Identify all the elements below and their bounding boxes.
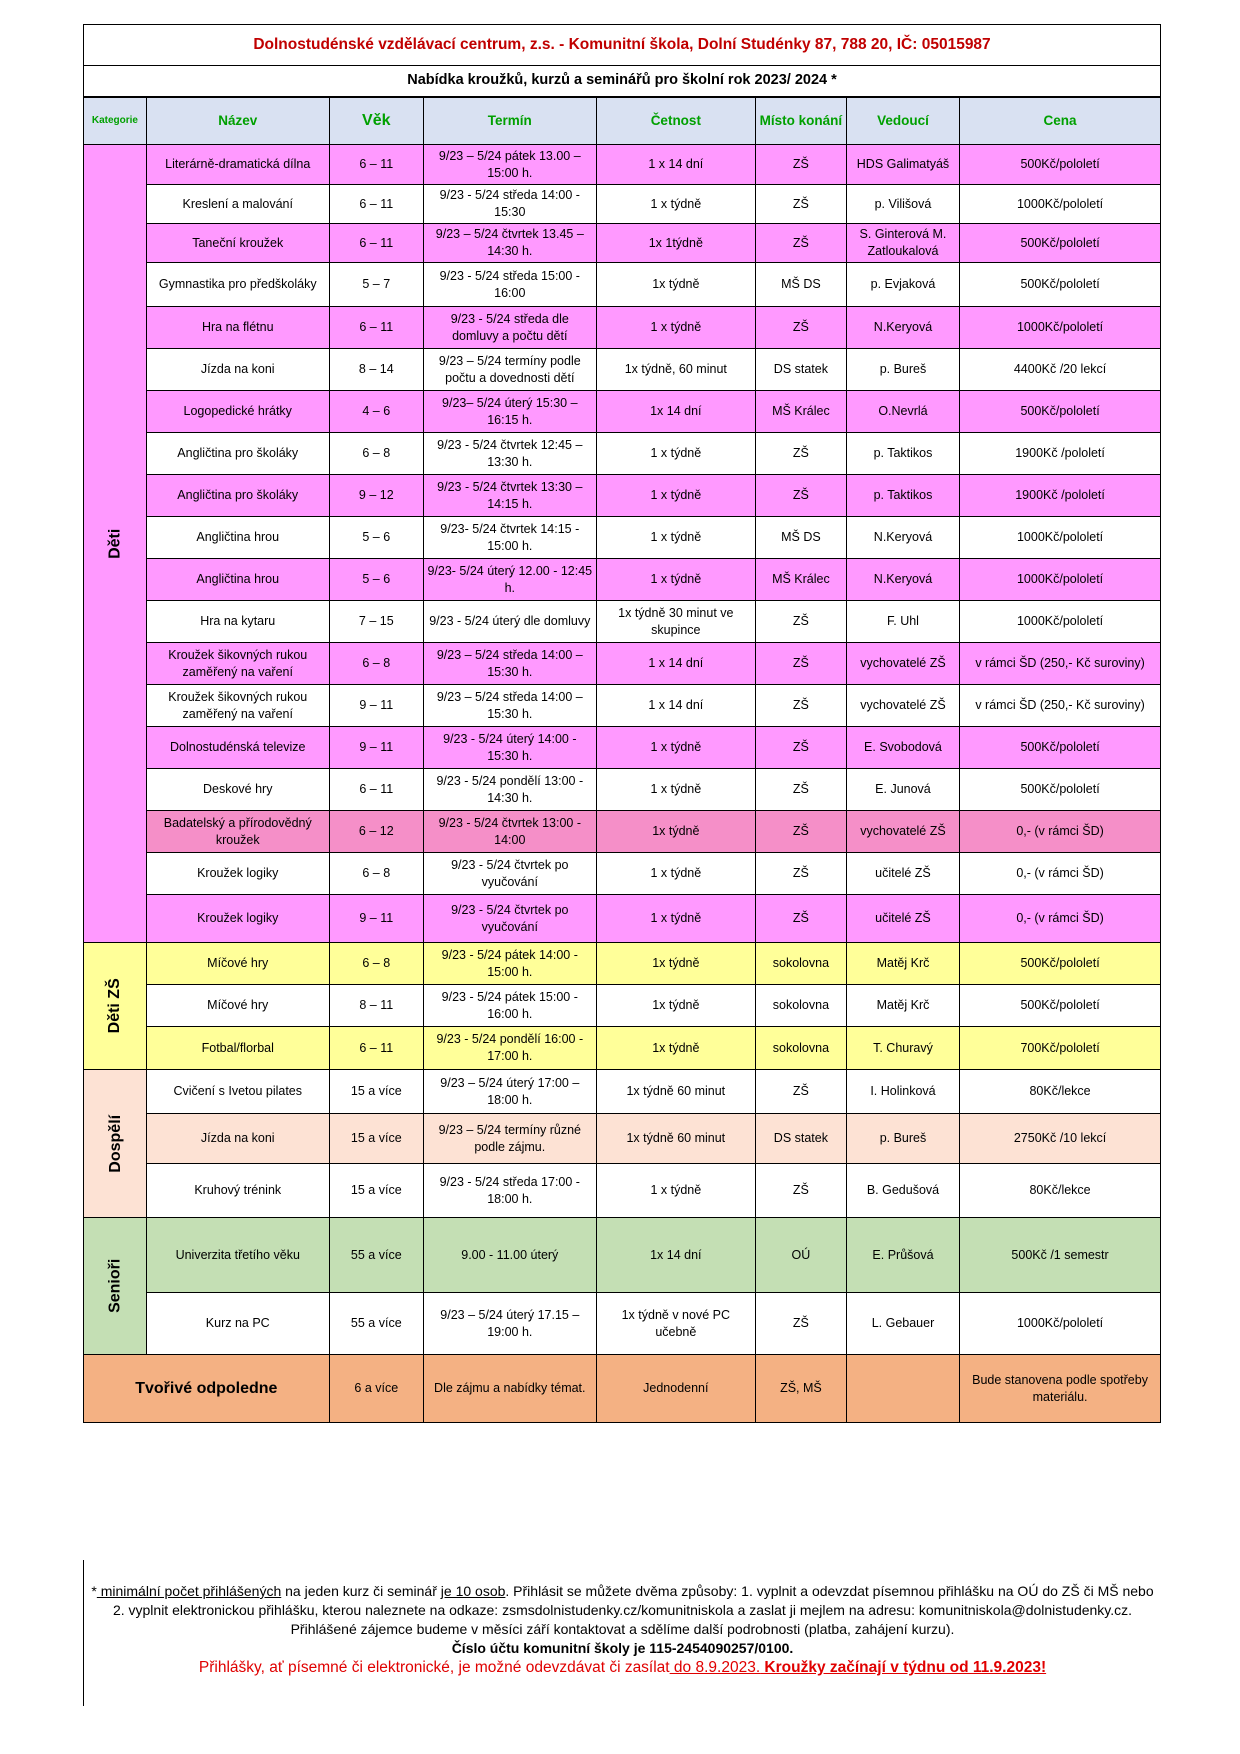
course-price: 700Kč/pololetí <box>960 1027 1161 1070</box>
table-row <box>84 391 1161 433</box>
organization-header: Dolnostudénské vzdělávací centrum, z.s. - Komunitní škola, Dolní Studénky 87, 788 20, IČ: 05015987 <box>83 24 1161 66</box>
course-leader: F. Uhl <box>846 601 959 643</box>
course-age: 9 – 11 <box>329 685 423 727</box>
course-name: Dolnostudénská televize <box>146 727 329 769</box>
course-name: Literárně-dramatická dílna <box>146 145 329 185</box>
course-name: Kroužek šikovných rukou zaměřený na vaření <box>146 685 329 727</box>
course-frequency: 1x týdně v nové PC učebně <box>596 1293 755 1355</box>
category-label: Senioři <box>106 1258 124 1314</box>
course-term: 9/23 – 5/24 čtvrtek 13.45 – 14:30 h. <box>423 224 596 263</box>
course-place: ZŠ <box>755 811 846 853</box>
course-frequency: 1 x týdně <box>596 475 755 517</box>
tvorive-place: ZŠ, MŠ <box>755 1355 846 1423</box>
category-label: Dospělí <box>107 1114 125 1173</box>
course-age: 55 a více <box>329 1218 423 1293</box>
course-price: 80Kč/lekce <box>960 1164 1161 1218</box>
course-term: 9/23 - 5/24 úterý 14:00 - 15:30 h. <box>423 727 596 769</box>
course-term: 9.00 - 11.00 úterý <box>423 1218 596 1293</box>
course-frequency: 1x týdně <box>596 943 755 985</box>
course-age: 6 – 8 <box>329 853 423 895</box>
course-term: 9/23 - 5/24 pátek 14:00 - 15:00 h. <box>423 943 596 985</box>
course-leader: učitelé ZŠ <box>846 895 959 943</box>
course-leader: vychovatelé ZŠ <box>846 685 959 727</box>
course-price: 2750Kč /10 lekcí <box>960 1114 1161 1164</box>
course-age: 6 – 12 <box>329 811 423 853</box>
course-price: 1000Kč/pololetí <box>960 1293 1161 1355</box>
course-price: 500Kč/pololetí <box>960 769 1161 811</box>
course-leader: I. Holinková <box>846 1070 959 1114</box>
table-row <box>84 1218 1161 1293</box>
category-label: Děti <box>106 528 124 559</box>
course-frequency: 1x 1týdně <box>596 224 755 263</box>
tvorive-leader <box>846 1355 959 1423</box>
course-name: Univerzita třetího věku <box>146 1218 329 1293</box>
deadline-text: Přihlášky, ať písemné či elektronické, je možné odevzdávat či zasílat <box>198 1659 670 1676</box>
course-price: 0,- (v rámci ŠD) <box>960 811 1161 853</box>
start-date: Kroužky začínají v týdnu od 11.9.2023! <box>760 1659 1047 1676</box>
course-age: 7 – 15 <box>329 601 423 643</box>
course-leader: HDS Galimatyáš <box>846 145 959 185</box>
table-row <box>84 943 1161 985</box>
course-age: 4 – 6 <box>329 391 423 433</box>
course-name: Logopedické hrátky <box>146 391 329 433</box>
course-leader: učitelé ZŠ <box>846 853 959 895</box>
course-leader: T. Churavý <box>846 1027 959 1070</box>
course-term: 9/23 - 5/24 čtvrtek 13:00 - 14:00 <box>423 811 596 853</box>
course-price: 500Kč/pololetí <box>960 391 1161 433</box>
course-name: Kruhový trénink <box>146 1164 329 1218</box>
course-name: Kreslení a malování <box>146 185 329 224</box>
course-place: DS statek <box>755 349 846 391</box>
course-frequency: 1x 14 dní <box>596 1218 755 1293</box>
course-frequency: 1x týdně, 60 minut <box>596 349 755 391</box>
course-name: Hra na kytaru <box>146 601 329 643</box>
footnote-star: * <box>91 1583 97 1599</box>
course-frequency: 1 x 14 dní <box>596 145 755 185</box>
col-header-place: Místo konání <box>755 98 846 145</box>
table-row <box>84 224 1161 263</box>
course-term: 9/23– 5/24 úterý 15:30 – 16:15 h. <box>423 391 596 433</box>
course-frequency: 1 x 14 dní <box>596 643 755 685</box>
course-term: 9/23 - 5/24 pondělí 16:00 - 17:00 h. <box>423 1027 596 1070</box>
course-place: ZŠ <box>755 895 846 943</box>
course-price: v rámci ŠD (250,- Kč suroviny) <box>960 685 1161 727</box>
course-price: 1000Kč/pololetí <box>960 517 1161 559</box>
course-age: 15 a více <box>329 1070 423 1114</box>
table-row <box>84 1114 1161 1164</box>
footnote-minimum: minimální počet přihlášených <box>96 1583 282 1599</box>
course-leader: N.Keryová <box>846 307 959 349</box>
col-header-price: Cena <box>960 98 1161 145</box>
course-frequency: 1 x týdně <box>596 1164 755 1218</box>
table-row <box>84 895 1161 943</box>
course-frequency: 1x týdně 60 minut <box>596 1070 755 1114</box>
course-place: ZŠ <box>755 1070 846 1114</box>
course-term: 9/23 – 5/24 úterý 17:00 – 18:00 h. <box>423 1070 596 1114</box>
deadline-note <box>84 1658 1161 1677</box>
table-row <box>84 307 1161 349</box>
course-term: 9/23- 5/24 úterý 12.00 - 12:45 h. <box>423 559 596 601</box>
footer-note <box>83 1560 1161 1706</box>
course-frequency: 1 x týdně <box>596 895 755 943</box>
offer-sheet <box>83 24 1161 1423</box>
course-age: 15 a více <box>329 1114 423 1164</box>
course-place: MŠ DS <box>755 263 846 307</box>
course-leader: p. Taktikos <box>846 433 959 475</box>
course-name: Jízda na koni <box>146 349 329 391</box>
course-name: Deskové hry <box>146 769 329 811</box>
course-frequency: 1 x týdně <box>596 433 755 475</box>
tvorive-row <box>84 1355 1161 1423</box>
course-price: 0,- (v rámci ŠD) <box>960 853 1161 895</box>
course-name: Angličtina pro školáky <box>146 475 329 517</box>
course-leader: L. Gebauer <box>846 1293 959 1355</box>
course-place: OÚ <box>755 1218 846 1293</box>
course-name: Míčové hry <box>146 943 329 985</box>
category-cell-deti-zs <box>84 943 147 1070</box>
course-place: ZŠ <box>755 853 846 895</box>
table-row <box>84 853 1161 895</box>
course-place: sokolovna <box>755 985 846 1027</box>
tvorive-price: Bude stanovena podle spotřeby materiálu. <box>960 1355 1161 1423</box>
course-leader: Matěj Krč <box>846 985 959 1027</box>
course-age: 6 – 11 <box>329 224 423 263</box>
course-leader: Matěj Krč <box>846 943 959 985</box>
course-age: 6 – 11 <box>329 1027 423 1070</box>
course-frequency: 1x týdně <box>596 985 755 1027</box>
course-price: 1000Kč/pololetí <box>960 185 1161 224</box>
table-row <box>84 727 1161 769</box>
course-frequency: 1 x týdně <box>596 769 755 811</box>
course-price: 0,- (v rámci ŠD) <box>960 895 1161 943</box>
table-row <box>84 601 1161 643</box>
table-row <box>84 769 1161 811</box>
category-label: Děti ZŠ <box>106 978 124 1034</box>
course-name: Angličtina hrou <box>146 559 329 601</box>
course-term: 9/23 – 5/24 termíny různé podle zájmu. <box>423 1114 596 1164</box>
category-cell-dospeli <box>84 1070 147 1218</box>
course-leader: vychovatelé ZŠ <box>846 811 959 853</box>
table-row <box>84 1027 1161 1070</box>
course-name: Hra na flétnu <box>146 307 329 349</box>
course-age: 6 – 11 <box>329 145 423 185</box>
course-term: 9/23 – 5/24 pátek 13.00 – 15:00 h. <box>423 145 596 185</box>
course-price: 1000Kč/pololetí <box>960 307 1161 349</box>
course-term: 9/23 - 5/24 středa 17:00 - 18:00 h. <box>423 1164 596 1218</box>
course-place: ZŠ <box>755 224 846 263</box>
course-place: ZŠ <box>755 685 846 727</box>
footnote-per-course: na jeden kurz či seminář <box>281 1583 441 1599</box>
course-age: 6 – 11 <box>329 307 423 349</box>
category-cell-deti <box>84 145 147 943</box>
course-leader: S. Ginterová M. Zatloukalová <box>846 224 959 263</box>
course-frequency: 1x týdně 60 minut <box>596 1114 755 1164</box>
course-leader: E. Svobodová <box>846 727 959 769</box>
course-frequency: 1x týdně <box>596 263 755 307</box>
course-name: Kroužek šikovných rukou zaměřený na vaření <box>146 643 329 685</box>
course-price: 500Kč/pololetí <box>960 943 1161 985</box>
course-term: 9/23 - 5/24 středa 15:00 - 16:00 <box>423 263 596 307</box>
table-row <box>84 985 1161 1027</box>
course-place: ZŠ <box>755 475 846 517</box>
course-leader: p. Evjaková <box>846 263 959 307</box>
course-leader: p. Vilišová <box>846 185 959 224</box>
course-age: 6 – 11 <box>329 769 423 811</box>
course-price: 500Kč/pololetí <box>960 727 1161 769</box>
account-number: Číslo účtu komunitní školy je 115-2454090257/0100. <box>451 1640 794 1656</box>
offer-title: Nabídka kroužků, kurzů a seminářů pro školní rok 2023/ 2024 * <box>83 66 1161 97</box>
courses-table <box>83 97 1161 1423</box>
course-frequency: 1 x týdně <box>596 727 755 769</box>
course-frequency: 1x týdně 30 minut ve skupince <box>596 601 755 643</box>
course-term: 9/23 - 5/24 čtvrtek po vyučování <box>423 853 596 895</box>
course-name: Fotbal/florbal <box>146 1027 329 1070</box>
course-place: DS statek <box>755 1114 846 1164</box>
table-row <box>84 643 1161 685</box>
course-leader: B. Gedušová <box>846 1164 959 1218</box>
course-name: Cvičení s Ivetou pilates <box>146 1070 329 1114</box>
col-header-age: Věk <box>329 98 423 145</box>
course-age: 55 a více <box>329 1293 423 1355</box>
table-row <box>84 433 1161 475</box>
course-name: Kurz na PC <box>146 1293 329 1355</box>
course-age: 9 – 11 <box>329 895 423 943</box>
course-price: 1000Kč/pololetí <box>960 559 1161 601</box>
course-frequency: 1x týdně <box>596 811 755 853</box>
course-name: Angličtina hrou <box>146 517 329 559</box>
col-header-name: Název <box>146 98 329 145</box>
course-age: 5 – 6 <box>329 559 423 601</box>
course-place: ZŠ <box>755 185 846 224</box>
course-frequency: 1 x týdně <box>596 559 755 601</box>
course-term: 9/23 – 5/24 středa 14:00 – 15:30 h. <box>423 643 596 685</box>
course-term: 9/23 - 5/24 středa dle domluvy a počtu dětí <box>423 307 596 349</box>
course-place: MŠ Králec <box>755 391 846 433</box>
course-place: sokolovna <box>755 1027 846 1070</box>
course-name: Míčové hry <box>146 985 329 1027</box>
col-header-category: Kategorie <box>84 98 147 145</box>
table-row <box>84 559 1161 601</box>
course-age: 6 – 8 <box>329 943 423 985</box>
course-age: 8 – 11 <box>329 985 423 1027</box>
course-name: Badatelský a přírodovědný kroužek <box>146 811 329 853</box>
course-term: 9/23 - 5/24 středa 14:00 - 15:30 <box>423 185 596 224</box>
footnote-ten-persons: je 10 osob <box>440 1583 506 1599</box>
course-age: 6 – 11 <box>329 185 423 224</box>
table-row <box>84 145 1161 185</box>
course-frequency: 1 x týdně <box>596 853 755 895</box>
course-price: 500Kč /1 semestr <box>960 1218 1161 1293</box>
course-name: Angličtina pro školáky <box>146 433 329 475</box>
course-place: MŠ Králec <box>755 559 846 601</box>
course-price: 500Kč/pololetí <box>960 985 1161 1027</box>
table-row <box>84 1293 1161 1355</box>
course-age: 15 a více <box>329 1164 423 1218</box>
course-term: 9/23 - 5/24 čtvrtek po vyučování <box>423 895 596 943</box>
course-place: ZŠ <box>755 769 846 811</box>
course-term: 9/23 – 5/24 termíny podle počtu a dovednosti dětí <box>423 349 596 391</box>
course-leader: vychovatelé ZŠ <box>846 643 959 685</box>
course-age: 9 – 12 <box>329 475 423 517</box>
course-name: Gymnastika pro předškoláky <box>146 263 329 307</box>
course-leader: O.Nevrlá <box>846 391 959 433</box>
course-name: Kroužek logiky <box>146 895 329 943</box>
course-name: Taneční kroužek <box>146 224 329 263</box>
course-frequency: 1x týdně <box>596 1027 755 1070</box>
course-term: 9/23 - 5/24 pondělí 13:00 - 14:30 h. <box>423 769 596 811</box>
table-row <box>84 1164 1161 1218</box>
course-leader: N.Keryová <box>846 517 959 559</box>
course-place: ZŠ <box>755 727 846 769</box>
course-place: sokolovna <box>755 943 846 985</box>
course-leader: p. Bureš <box>846 1114 959 1164</box>
course-term: 9/23- 5/24 čtvrtek 14:15 - 15:00 h. <box>423 517 596 559</box>
course-price: 500Kč/pololetí <box>960 224 1161 263</box>
table-row <box>84 349 1161 391</box>
table-row <box>84 185 1161 224</box>
tvorive-term: Dle zájmu a nabídky témat. <box>423 1355 596 1423</box>
course-frequency: 1 x týdně <box>596 517 755 559</box>
course-age: 6 – 8 <box>329 643 423 685</box>
course-place: ZŠ <box>755 1293 846 1355</box>
course-price: 1900Kč /pololetí <box>960 475 1161 517</box>
course-leader: p. Bureš <box>846 349 959 391</box>
course-price: 1000Kč/pololetí <box>960 601 1161 643</box>
course-frequency: 1 x 14 dní <box>596 685 755 727</box>
course-leader: p. Taktikos <box>846 475 959 517</box>
course-place: ZŠ <box>755 601 846 643</box>
course-price: 80Kč/lekce <box>960 1070 1161 1114</box>
course-leader: E. Průšová <box>846 1218 959 1293</box>
registration-info <box>84 1582 1161 1639</box>
course-place: ZŠ <box>755 433 846 475</box>
course-frequency: 1 x týdně <box>596 185 755 224</box>
tvorive-frequency: Jednodenní <box>596 1355 755 1423</box>
course-age: 5 – 7 <box>329 263 423 307</box>
course-age: 5 – 6 <box>329 517 423 559</box>
course-term: 9/23 – 5/24 úterý 17.15 – 19:00 h. <box>423 1293 596 1355</box>
course-term: 9/23 - 5/24 čtvrtek 13:30 – 14:15 h. <box>423 475 596 517</box>
course-term: 9/23 – 5/24 středa 14:00 – 15:30 h. <box>423 685 596 727</box>
course-age: 9 – 11 <box>329 727 423 769</box>
course-place: ZŠ <box>755 1164 846 1218</box>
course-frequency: 1x 14 dní <box>596 391 755 433</box>
course-name: Kroužek logiky <box>146 853 329 895</box>
course-age: 6 – 8 <box>329 433 423 475</box>
tvorive-age: 6 a více <box>329 1355 423 1423</box>
course-place: ZŠ <box>755 643 846 685</box>
course-price: 500Kč/pololetí <box>960 263 1161 307</box>
category-cell-seniori <box>84 1218 147 1355</box>
deadline-date: do 8.9.2023. <box>669 1659 761 1676</box>
table-row <box>84 1070 1161 1114</box>
tvorive-name: Tvořivé odpoledne <box>84 1355 330 1423</box>
course-price: 1900Kč /pololetí <box>960 433 1161 475</box>
col-header-leader: Vedoucí <box>846 98 959 145</box>
col-header-frequency: Četnost <box>596 98 755 145</box>
course-price: 500Kč/pololetí <box>960 145 1161 185</box>
course-place: ZŠ <box>755 307 846 349</box>
course-leader: E. Junová <box>846 769 959 811</box>
course-term: 9/23 - 5/24 úterý dle domluvy <box>423 601 596 643</box>
course-term: 9/23 - 5/24 čtvrtek 12:45 – 13:30 h. <box>423 433 596 475</box>
course-price: v rámci ŠD (250,- Kč suroviny) <box>960 643 1161 685</box>
col-header-term: Termín <box>423 98 596 145</box>
course-age: 8 – 14 <box>329 349 423 391</box>
table-row <box>84 811 1161 853</box>
course-price: 4400Kč /20 lekcí <box>960 349 1161 391</box>
table-row <box>84 685 1161 727</box>
footnote-instructions: . Přihlásit se můžete dvěma způsoby: 1. vyplnit a odevzdat písemnou přihlášku na OÚ do ZŠ či MŠ nebo 2. vyplnit elektronickou přihlášku, kterou naleznete na odkaze: zsmsdolnistudenky.cz/komunitniskola a zaslat ji mejlem na adresu: komunitniskola@dolnistudenky.cz. Přihlášené zájemce budeme v měsíci září kontaktovat a sdělíme další podrobnosti (platba, zahájení kurzu). <box>112 1583 1154 1637</box>
table-body <box>84 145 1161 1423</box>
course-name: Jízda na koni <box>146 1114 329 1164</box>
table-row <box>84 475 1161 517</box>
course-place: MŠ DS <box>755 517 846 559</box>
course-place: ZŠ <box>755 145 846 185</box>
course-term: 9/23 - 5/24 pátek 15:00 - 16:00 h. <box>423 985 596 1027</box>
course-leader: N.Keryová <box>846 559 959 601</box>
course-frequency: 1 x týdně <box>596 307 755 349</box>
table-row <box>84 263 1161 307</box>
table-row <box>84 517 1161 559</box>
table-header-row <box>84 98 1161 145</box>
